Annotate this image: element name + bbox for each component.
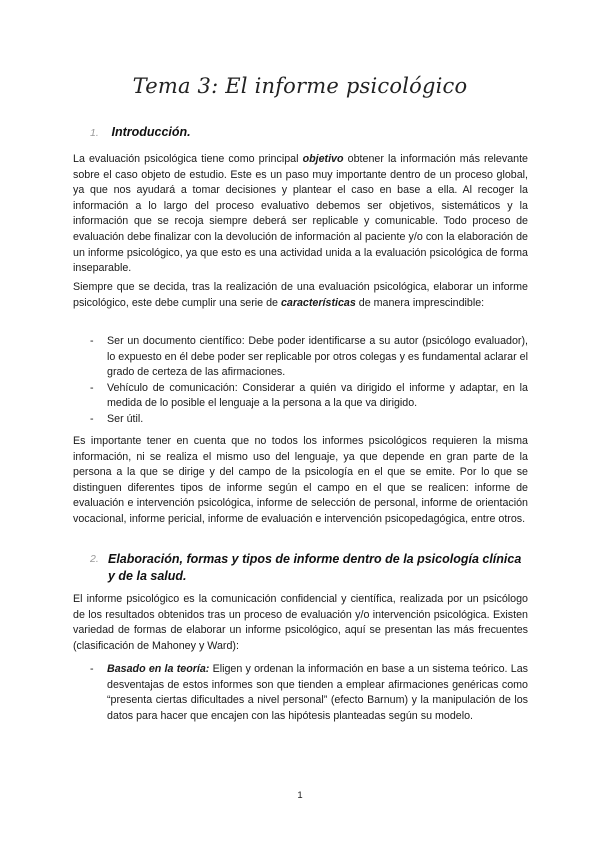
paragraph-characteristics-text-a: Siempre que se decida, tras la realización de una evaluación psicológica, elaborar un informe psicológico, este debe cumplir una serie de — [73, 281, 528, 309]
list-item-text: Ser un documento científico: Debe poder identificarse a su autor (psicólogo evaluador), lo expuesto en él debe poder ser replicable por otros colegas y es fundamental aclarar el grado de certeza de las afirmaciones. — [107, 335, 528, 379]
paragraph-characteristics — [73, 280, 528, 311]
section-2-heading — [90, 551, 530, 585]
list-item-text: Vehículo de comunicación: Considerar a quién va dirigido el informe y adaptar, en la medida de lo posible el lenguaje a la persona a la que va dirigido. — [107, 381, 528, 410]
paragraph-intro-text-b: obtener la información más relevante sobre el caso objeto de estudio. Este es un paso muy importante dentro de un proceso global, ya que nos ayudará a tomar decisiones y plantear el caso en base a ella. Al recoger la información a lo largo del proceso evaluativo debemos ser objetivos, sistemáticos y la información que se recoja siempre deberá ser replicable y comunicable. Todo proceso de evaluación debe finalizar con la devolución de información al paciente y/o con la elaboración de un informe psicológico, ya que esto es una actividad unida a la evaluación psicológica de forma inseparable. — [73, 153, 528, 275]
paragraph-characteristics-keyword: características — [280, 296, 356, 309]
paragraph-characteristics-text-b: de manera imprescindible: — [355, 296, 485, 309]
paragraph-intro-text-a: La evaluación psicológica tiene como principal — [73, 153, 303, 165]
paragraph-intro-keyword: objetivo — [302, 153, 344, 165]
section-1-title: Introducción. — [111, 125, 191, 139]
list-item — [90, 662, 528, 724]
list-dash: - — [90, 412, 94, 425]
paragraph-definition: El informe psicológico es la comunicación confidencial y científica, realizada por un psicólogo de los resultados obtenidos tras un proceso de evaluación y/o intervención psicológica. Existen variedad de formas de elaborar un informe psicológico, aquí se presentan las más frecuentes (clasificación de Mahoney y Ward): — [73, 593, 528, 652]
list-dash: - — [90, 335, 94, 347]
section-1-number: 1. — [90, 127, 99, 139]
list-item-label: Basado en la teoría: — [107, 663, 210, 675]
paragraph-report-types: Es importante tener en cuenta que no todos los informes psicológicos requieren la misma información, ni se realiza el mismo uso del lenguaje, ya que depende en gran parte de la persona a la que se dirige y del campo de la psicología en el que se emite. Por lo que se distinguen diferentes tipos de informe según el campo en el que se realicen: informe de evaluación e intervención psicológica, informe de selección de personal, informe de orientación vocacional, informe pericial, informe de evaluación e intervención psicopedagógica, entre otros. — [73, 435, 528, 525]
section-2-number: 2. — [90, 553, 99, 565]
section-1-heading — [90, 124, 191, 142]
list-item — [90, 412, 528, 428]
paragraph-intro — [73, 152, 528, 277]
list-item — [90, 381, 528, 412]
list-dash: - — [90, 381, 94, 394]
document-title: Tema 3: El informe psicológico — [132, 74, 468, 98]
report-forms-list — [90, 662, 528, 724]
list-dash: - — [90, 663, 94, 675]
list-item — [90, 334, 528, 381]
list-item-text: Eligen y ordenan la información en base a un sistema teórico. Las desventajas de estos informes son que tienden a emplear afirmaciones genéricas como “presenta ciertas dificultades a nivel personal” (efecto Barnum) y la manipulación de los datos para hacer que encajen con las hipótesis planteadas según su modelo. — [107, 663, 528, 722]
characteristics-list — [90, 334, 528, 428]
page-number: 1 — [297, 790, 303, 801]
list-item-text: Ser útil. — [107, 412, 144, 425]
section-2-title: Elaboración, formas y tipos de informe dentro de la psicología clínica y de la salud. — [108, 552, 522, 583]
